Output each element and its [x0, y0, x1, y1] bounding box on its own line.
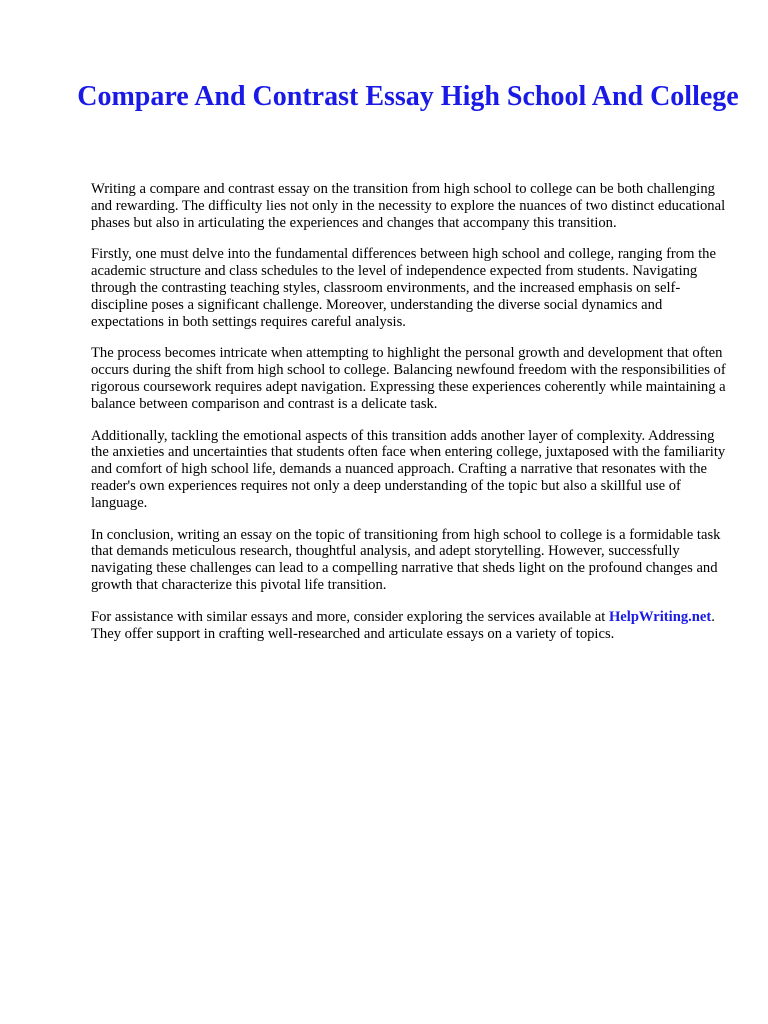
paragraph-growth: The process becomes intricate when attempting to highlight the personal growth and development that often occurs during the shift from high school to college. Balancing newfound freedom with the responsibilities of rigorous coursework requires adept navigation. Expressing these experiences coherently while maintaining a balance between comparison and contrast is a delicate task. [91, 345, 726, 412]
paragraph-emotional: Additionally, tackling the emotional aspects of this transition adds another layer of complexity. Addressing the anxieties and uncertainties that students often face when entering college, juxtaposed with the familiarity and comfort of high school life, demands a nuanced approach. Crafting a narrative that resonates with the reader's own experiences requires not only a deep understanding of the topic but also a skillful use of language. [91, 427, 726, 511]
helpwriting-link[interactable]: HelpWriting.net [608, 608, 712, 625]
paragraph-intro: Writing a compare and contrast essay on the transition from high school to college can be both challenging and rewarding. The difficulty lies not only in the necessity to explore the nuances of two distinct educational phases but also in articulating the experiences and changes that accompany this transition. [91, 181, 726, 231]
closing-text-after-link: . They offer support in crafting well-researched and articulate essays on a variety of topics. [91, 608, 715, 642]
document-title: Compare And Contrast Essay High School And College [77, 81, 739, 112]
document-body [91, 181, 727, 657]
closing-text-before-link: For assistance with similar essays and more, consider exploring the services available at [91, 608, 609, 625]
paragraph-conclusion: In conclusion, writing an essay on the topic of transitioning from high school to college is a formidable task that demands meticulous research, thoughtful analysis, and adept storytelling. However, successfully navigating these challenges can lead to a compelling narrative that sheds light on the profound changes and growth that characterize this pivotal life transition. [91, 526, 721, 593]
paragraph-differences: Firstly, one must delve into the fundamental differences between high school and college, ranging from the academic structure and class schedules to the level of independence expected from students. Navigating through the contrasting teaching styles, classroom environments, and the increased emphasis on self-discipline poses a significant challenge. Moreover, understanding the diverse social dynamics and expectations in both settings requires careful analysis. [91, 246, 716, 330]
paragraph-closing [91, 609, 727, 643]
